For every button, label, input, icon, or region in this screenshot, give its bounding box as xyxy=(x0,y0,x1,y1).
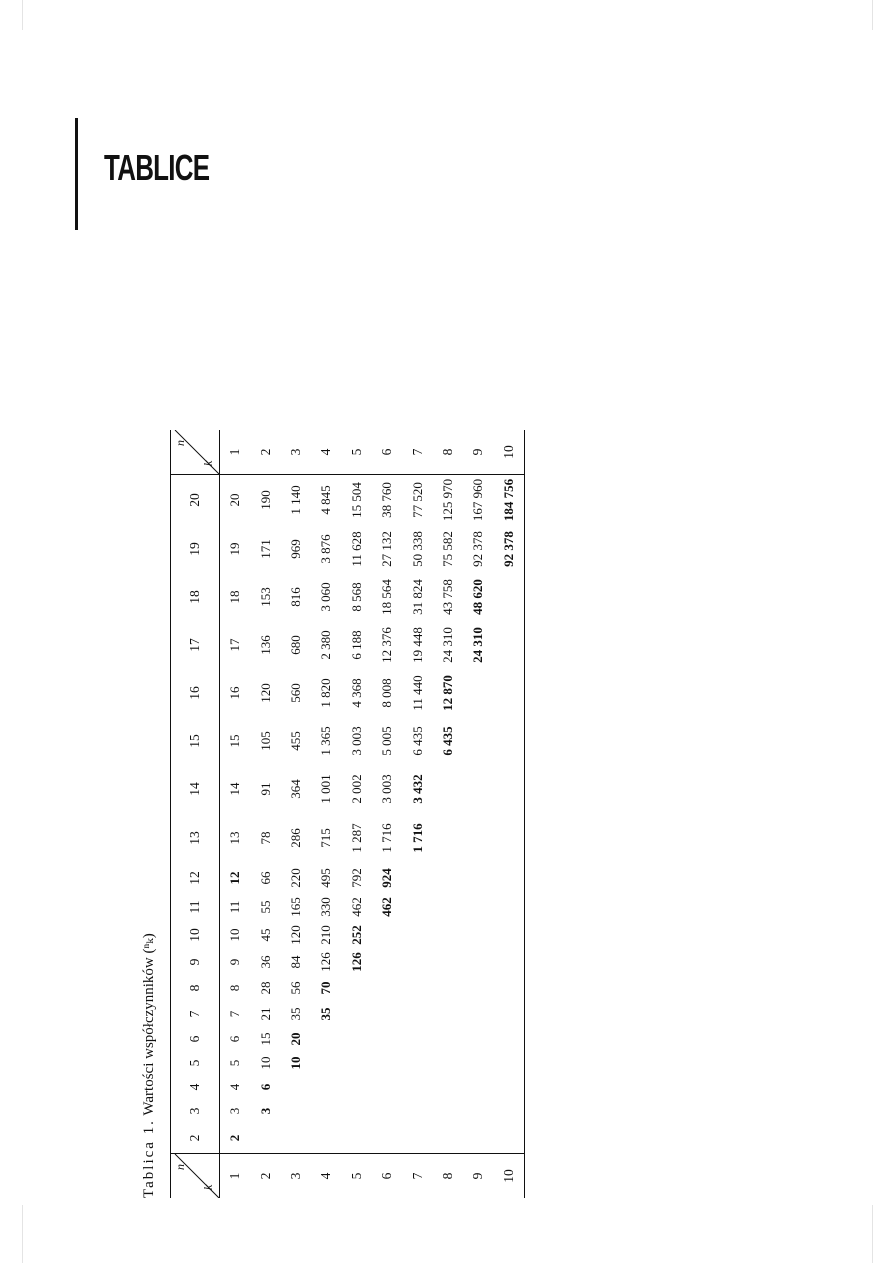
k-label-right: 8 xyxy=(433,430,463,475)
table-cell xyxy=(494,1099,525,1123)
table-cell: 6 435 xyxy=(439,726,455,756)
table-cell: 495 xyxy=(318,868,334,888)
table-cell: 715 xyxy=(318,828,334,848)
table-cell xyxy=(463,717,493,765)
corner-cell-right xyxy=(171,430,220,475)
table-cell: 9 xyxy=(227,958,243,966)
table-cell: 153 xyxy=(257,587,273,607)
table-cell: 3 003 xyxy=(379,774,395,804)
table-cell: 70 xyxy=(318,981,334,995)
table-cell xyxy=(463,813,493,863)
table-cell xyxy=(494,975,525,1001)
table-cell xyxy=(342,1001,372,1027)
table-cell xyxy=(494,893,525,921)
table-cell xyxy=(311,1099,341,1123)
table-cell xyxy=(372,1027,402,1051)
table-cell xyxy=(433,863,463,893)
table-cell: 171 xyxy=(257,539,273,559)
table-cell: 120 xyxy=(287,925,303,945)
table-cell: 125 970 xyxy=(439,478,455,522)
table-cell xyxy=(372,1051,402,1075)
n-header-4: 4 xyxy=(171,1075,220,1099)
table-row xyxy=(494,430,525,1198)
table-cell xyxy=(494,1075,525,1099)
table-cell: 330 xyxy=(318,897,334,917)
table-cell: 18 564 xyxy=(379,579,395,615)
table-cell xyxy=(494,1051,525,1075)
table-cell xyxy=(433,921,463,949)
table-cell: 38 760 xyxy=(379,482,395,518)
table-cell xyxy=(250,1123,280,1154)
table-cell xyxy=(402,863,432,893)
table-row xyxy=(463,430,493,1198)
table-cell: 10 xyxy=(227,928,243,942)
table-cell xyxy=(311,1051,341,1075)
table-cell xyxy=(281,1075,311,1099)
table-cell: 11 xyxy=(227,900,243,914)
table-cell: 1 365 xyxy=(318,726,334,756)
caption-symbol: (ⁿₖ) xyxy=(141,933,157,954)
table-row xyxy=(220,430,251,1198)
table-cell xyxy=(402,1001,432,1027)
table-row xyxy=(433,430,463,1198)
table-cell: 18 xyxy=(227,590,243,604)
corner-k-label: k xyxy=(201,460,215,466)
table-cell xyxy=(342,1099,372,1123)
table-cell xyxy=(463,921,493,949)
table-cell: 12 xyxy=(227,871,243,885)
table-cell: 3 432 xyxy=(409,774,425,804)
table-cell: 91 xyxy=(257,782,273,796)
n-header-13: 13 xyxy=(171,813,220,863)
table-cell xyxy=(494,1001,525,1027)
corner-k-label: k xyxy=(201,1184,215,1190)
table-cell xyxy=(372,1001,402,1027)
page-edge-left-top xyxy=(22,0,23,30)
n-header-19: 19 xyxy=(171,525,220,573)
table-cell: 43 758 xyxy=(439,579,455,615)
n-header-2: 2 xyxy=(171,1123,220,1154)
table-cell: 4 845 xyxy=(318,485,334,515)
table-cell xyxy=(494,765,525,813)
n-header-12: 12 xyxy=(171,863,220,893)
table-cell: 35 xyxy=(287,1007,303,1021)
table-cell xyxy=(342,1123,372,1154)
table-cell xyxy=(463,669,493,717)
k-label-left: 7 xyxy=(402,1154,432,1199)
table-cell xyxy=(433,1099,463,1123)
table-cell: 3 xyxy=(257,1107,273,1115)
table-cell: 252 xyxy=(348,925,364,945)
table-cell: 19 xyxy=(227,542,243,556)
n-header-20: 20 xyxy=(171,475,220,526)
n-header-7: 7 xyxy=(171,1001,220,1027)
k-label-left: 8 xyxy=(433,1154,463,1199)
table-cell xyxy=(463,1001,493,1027)
table-cell: 6 188 xyxy=(348,630,364,660)
table-cell xyxy=(463,1051,493,1075)
corner-n-label: n xyxy=(173,440,187,446)
table-cell: 84 xyxy=(287,955,303,969)
table-cell: 462 xyxy=(348,897,364,917)
table-cell xyxy=(372,921,402,949)
table-cell: 2 380 xyxy=(318,630,334,660)
k-label-left: 3 xyxy=(281,1154,311,1199)
table-cell: 31 824 xyxy=(409,579,425,615)
table-cell: 27 132 xyxy=(379,531,395,567)
table-cell: 5 005 xyxy=(379,726,395,756)
table-cell: 11 440 xyxy=(409,675,425,711)
table-row xyxy=(250,430,280,1198)
k-label-right: 10 xyxy=(494,430,525,475)
table-cell: 5 xyxy=(227,1059,243,1067)
table-cell: 455 xyxy=(287,731,303,751)
table-cell: 816 xyxy=(287,587,303,607)
table-cell: 56 xyxy=(287,981,303,995)
k-label-right: 4 xyxy=(311,430,341,475)
table-cell xyxy=(494,863,525,893)
corner-diagonal xyxy=(171,430,219,474)
table-cell: 36 xyxy=(257,955,273,969)
table-cell xyxy=(402,1027,432,1051)
n-header-3: 3 xyxy=(171,1099,220,1123)
table-cell xyxy=(494,1123,525,1154)
table-cell: 28 xyxy=(257,981,273,995)
table-cell: 364 xyxy=(287,779,303,799)
table-cell: 105 xyxy=(257,731,273,751)
table-cell xyxy=(433,1027,463,1051)
table-cell: 220 xyxy=(287,868,303,888)
n-header-8: 8 xyxy=(171,975,220,1001)
table-cell xyxy=(372,949,402,975)
corner-diagonal xyxy=(171,1154,219,1198)
table-cell xyxy=(342,1051,372,1075)
table-cell xyxy=(494,669,525,717)
table-cell xyxy=(402,975,432,1001)
table-cell: 6 435 xyxy=(409,726,425,756)
table-cell: 3 xyxy=(227,1107,243,1115)
page-edge-left-bottom xyxy=(22,1205,23,1263)
table-cell: 286 xyxy=(287,828,303,848)
table-cell: 560 xyxy=(287,683,303,703)
table-cell: 15 xyxy=(257,1032,273,1046)
table-cell xyxy=(494,921,525,949)
table-cell: 15 xyxy=(227,734,243,748)
table-cell: 6 xyxy=(227,1035,243,1043)
table-cell: 12 870 xyxy=(439,675,455,711)
table-cell: 462 xyxy=(379,897,395,917)
table-cell xyxy=(281,1099,311,1123)
table-cell: 17 xyxy=(227,638,243,652)
k-label-right: 7 xyxy=(402,430,432,475)
table-cell xyxy=(342,975,372,1001)
table-cell xyxy=(433,1051,463,1075)
table-cell: 92 378 xyxy=(470,531,486,567)
table-cell: 48 620 xyxy=(470,579,486,615)
n-header-18: 18 xyxy=(171,573,220,621)
table-cell xyxy=(311,1027,341,1051)
table-cell: 20 xyxy=(287,1032,303,1046)
table-cell xyxy=(402,1123,432,1154)
caption-prefix: Tablica 1. xyxy=(141,1119,157,1198)
table-cell xyxy=(463,1123,493,1154)
table-cell: 2 xyxy=(227,1134,243,1142)
table-cell: 12 376 xyxy=(379,627,395,663)
table-cell: 4 368 xyxy=(348,678,364,708)
table-cell: 136 xyxy=(257,635,273,655)
table-cell: 92 378 xyxy=(494,525,525,573)
table-cell: 165 xyxy=(287,897,303,917)
table-cell: 184 756 xyxy=(494,475,525,526)
table-cell xyxy=(402,921,432,949)
table-caption xyxy=(139,933,158,1198)
table-cell xyxy=(463,893,493,921)
corner-n-label: n xyxy=(173,1164,187,1170)
table-cell xyxy=(463,863,493,893)
corner-cell-left xyxy=(171,1154,220,1199)
table-cell: 15 504 xyxy=(348,482,364,518)
n-header-6: 6 xyxy=(171,1027,220,1051)
k-label-left: 9 xyxy=(463,1154,493,1199)
table-cell: 35 xyxy=(318,1007,334,1021)
table-cell: 11 628 xyxy=(348,531,364,567)
table-cell: 10 xyxy=(257,1056,273,1070)
table-cell: 8 xyxy=(227,984,243,992)
table-cell: 2 002 xyxy=(348,774,364,804)
table-cell: 1 140 xyxy=(287,485,303,515)
table-row xyxy=(281,430,311,1198)
table-cell xyxy=(433,975,463,1001)
table-cell: 24 310 xyxy=(470,627,486,663)
caption-text: Wartości współczynników xyxy=(141,957,157,1116)
table-cell xyxy=(372,1075,402,1099)
k-label-right: 6 xyxy=(372,430,402,475)
table-cell xyxy=(281,1123,311,1154)
section-rule xyxy=(75,118,78,230)
n-header-5: 5 xyxy=(171,1051,220,1075)
table-cell xyxy=(342,1027,372,1051)
table-row xyxy=(311,430,341,1198)
table-cell: 120 xyxy=(257,683,273,703)
corner-diagonal-line xyxy=(175,430,219,474)
table-cell xyxy=(433,1001,463,1027)
table-cell xyxy=(463,1099,493,1123)
n-header-9: 9 xyxy=(171,949,220,975)
table-cell xyxy=(494,717,525,765)
rotated-table-block xyxy=(141,278,545,1198)
table-cell xyxy=(342,1075,372,1099)
table-cell: 55 xyxy=(257,900,273,914)
table-cell: 3 060 xyxy=(318,582,334,612)
table-cell xyxy=(494,573,525,621)
table-cell: 3 003 xyxy=(348,726,364,756)
table-cell: 10 xyxy=(287,1056,303,1070)
table-cell: 7 xyxy=(227,1010,243,1018)
table-cell: 3 876 xyxy=(318,534,334,564)
table-row xyxy=(342,430,372,1198)
table-cell xyxy=(433,1075,463,1099)
k-label-right: 3 xyxy=(281,430,311,475)
table-cell: 75 582 xyxy=(439,531,455,567)
table-cell: 21 xyxy=(257,1007,273,1021)
table-cell xyxy=(311,1075,341,1099)
k-label-right: 1 xyxy=(220,430,251,475)
table-cell: 8 568 xyxy=(348,582,364,612)
table-body xyxy=(220,430,525,1198)
n-header-16: 16 xyxy=(171,669,220,717)
table-cell: 969 xyxy=(287,539,303,559)
table-cell: 1 001 xyxy=(318,774,334,804)
table-cell: 8 008 xyxy=(379,678,395,708)
table-cell xyxy=(402,1075,432,1099)
table-cell xyxy=(433,949,463,975)
k-label-right: 5 xyxy=(342,430,372,475)
page-edge-right-bottom xyxy=(872,1205,873,1263)
table-cell xyxy=(433,1123,463,1154)
table-cell: 66 xyxy=(257,871,273,885)
page-edge-right-top xyxy=(872,0,873,30)
k-label-right: 2 xyxy=(250,430,280,475)
table-cell: 1 287 xyxy=(348,823,364,853)
table-cell xyxy=(463,1075,493,1099)
table-cell xyxy=(494,1027,525,1051)
table-cell: 78 xyxy=(257,831,273,845)
table-cell: 190 xyxy=(257,490,273,510)
table-cell xyxy=(463,1027,493,1051)
table-cell xyxy=(372,1099,402,1123)
table-cell: 24 310 xyxy=(439,627,455,663)
n-header-15: 15 xyxy=(171,717,220,765)
table-row xyxy=(402,430,432,1198)
table-cell xyxy=(463,765,493,813)
n-header-17: 17 xyxy=(171,621,220,669)
table-cell: 1 716 xyxy=(379,823,395,853)
table-cell: 6 xyxy=(257,1083,273,1091)
corner-diagonal-line xyxy=(175,1154,219,1198)
k-label-left: 5 xyxy=(342,1154,372,1199)
table-cell: 680 xyxy=(287,635,303,655)
table-cell xyxy=(494,949,525,975)
k-label-left: 4 xyxy=(311,1154,341,1199)
table-cell: 210 xyxy=(318,925,334,945)
n-header-14: 14 xyxy=(171,765,220,813)
binomial-table xyxy=(170,430,525,1198)
table-header-row xyxy=(171,430,220,1198)
table-cell xyxy=(463,949,493,975)
table-cell xyxy=(463,975,493,1001)
table-row xyxy=(372,430,402,1198)
n-header-10: 10 xyxy=(171,921,220,949)
k-label-left: 2 xyxy=(250,1154,280,1199)
table-cell: 924 xyxy=(379,868,395,888)
table-cell xyxy=(433,765,463,813)
table-cell xyxy=(372,975,402,1001)
table-cell xyxy=(402,1051,432,1075)
table-cell: 1 820 xyxy=(318,678,334,708)
section-heading: TABLICE xyxy=(104,147,210,188)
table-cell: 4 xyxy=(227,1083,243,1091)
table-cell: 126 xyxy=(348,952,364,972)
table-cell: 792 xyxy=(348,868,364,888)
table-cell: 126 xyxy=(318,952,334,972)
table-cell xyxy=(433,893,463,921)
table-cell: 14 xyxy=(227,782,243,796)
table-cell xyxy=(311,1123,341,1154)
k-label-right: 9 xyxy=(463,430,493,475)
k-label-left: 1 xyxy=(220,1154,251,1199)
table-cell xyxy=(402,949,432,975)
k-label-left: 6 xyxy=(372,1154,402,1199)
table-cell xyxy=(402,1099,432,1123)
table-cell: 20 xyxy=(227,493,243,507)
table-cell: 13 xyxy=(227,831,243,845)
table-cell: 16 xyxy=(227,686,243,700)
table-cell: 167 960 xyxy=(470,478,486,522)
table-cell xyxy=(433,813,463,863)
table-cell xyxy=(494,621,525,669)
table-cell xyxy=(402,893,432,921)
table-cell: 77 520 xyxy=(409,482,425,518)
table-cell: 50 338 xyxy=(409,531,425,567)
table-cell xyxy=(494,813,525,863)
n-header-11: 11 xyxy=(171,893,220,921)
table-cell: 19 448 xyxy=(409,627,425,663)
table-cell xyxy=(372,1123,402,1154)
table-cell: 45 xyxy=(257,928,273,942)
k-label-left: 10 xyxy=(494,1154,525,1199)
table-cell: 1 716 xyxy=(409,823,425,853)
